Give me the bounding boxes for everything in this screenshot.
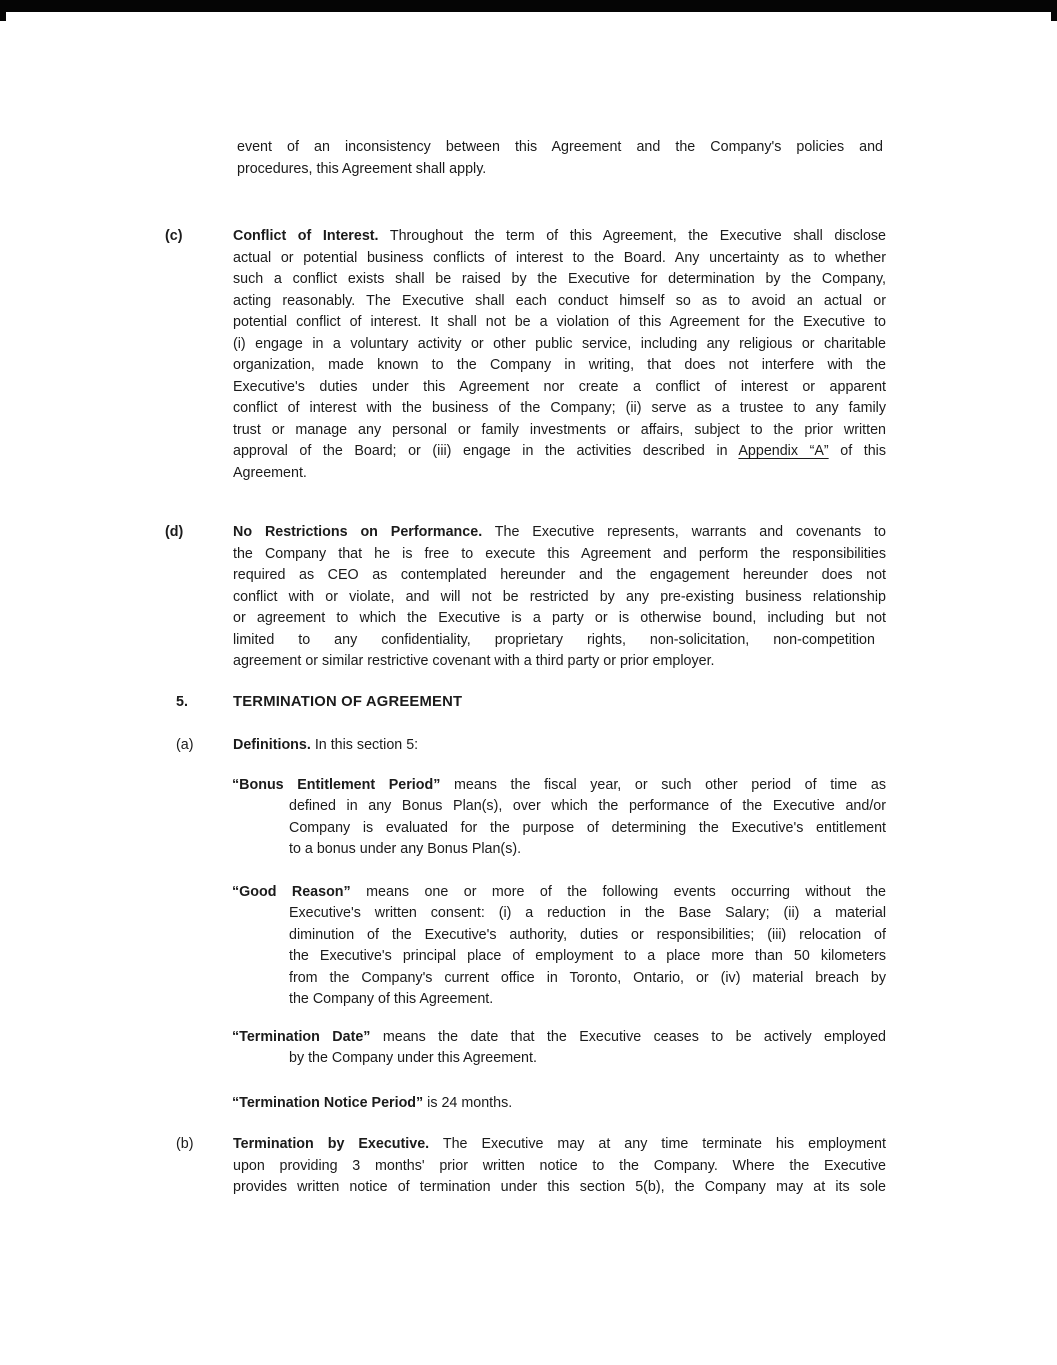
text-run: the Company of this Agreement. <box>289 991 494 1007</box>
text-line-runs <box>233 422 886 438</box>
clause-label: (a) <box>176 737 194 753</box>
section-heading <box>176 692 886 714</box>
text-line-runs <box>233 400 886 416</box>
text-run: acting reasonably. The Executive shall each conduct himself so as to avoid an actual or <box>233 292 886 309</box>
text-line-runs <box>232 884 886 900</box>
clause-paragraph <box>165 226 886 484</box>
text-run: Company is evaluated for the purpose of determining the Executive's entitlement <box>289 819 886 836</box>
text-line-runs <box>233 228 886 244</box>
text-run: actual or potential business conflicts of interest to the Board. Any uncertainty as to whether <box>233 249 886 266</box>
text-line-runs <box>232 1095 512 1111</box>
clause-paragraph <box>176 1134 886 1199</box>
text-line <box>232 1093 886 1115</box>
text-line <box>237 159 883 181</box>
text-line-runs <box>233 465 307 481</box>
text-run: Throughout the term of this Agreement, the Executive shall disclose <box>378 228 886 244</box>
text-line-runs <box>233 357 886 373</box>
text-run: conflict of interest with the business of the Company; (ii) serve as a trustee to any family <box>233 400 886 416</box>
text-line <box>289 1048 886 1070</box>
text-line-runs <box>289 1050 537 1066</box>
text-line-runs <box>237 139 883 155</box>
text-line-runs <box>233 250 886 266</box>
text-run: organization, made known to the Company in writing, that does not interfere with the <box>233 357 886 373</box>
text-line <box>289 968 886 990</box>
text-run: to a bonus under any Bonus Plan(s). <box>289 841 522 857</box>
text-run: provides written notice of termination under this section 5(b), the Company may at its sole <box>233 1179 886 1195</box>
text-line-runs <box>233 589 886 605</box>
text-line <box>289 818 886 840</box>
text-run: or agreement to which the Executive is a party or is otherwise bound, including but not <box>233 610 886 626</box>
text-line-runs <box>289 927 886 943</box>
text-run: The Executive may at any time terminate his employment <box>429 1136 886 1152</box>
text-run: agreement or similar restrictive covenant with a third party or prior employer. <box>233 653 715 669</box>
text-line-runs <box>289 905 886 921</box>
bold-run: “Termination Date” <box>232 1028 371 1045</box>
text-line-runs <box>233 1179 886 1195</box>
text-run: by the Company under this Agreement. <box>289 1050 537 1066</box>
text-line-runs <box>289 948 886 964</box>
definition-paragraph <box>232 1027 886 1070</box>
text-run: means the date that the Executive ceases to be actively employed <box>370 1028 886 1045</box>
scan-artifact-top-bar <box>0 0 1057 12</box>
text-line <box>233 463 886 485</box>
clause-paragraph <box>165 522 886 673</box>
text-line <box>233 420 886 442</box>
text-line <box>233 1156 886 1178</box>
text-run: approval of the Board; or (iii) engage in the activities described in <box>233 443 739 459</box>
text-line <box>232 1027 886 1049</box>
text-line <box>289 796 886 818</box>
text-run: In this section 5: <box>310 737 419 753</box>
text-line <box>233 441 886 463</box>
text-run: diminution of the Executive's authority, duties or responsibilities; (iii) relocation of <box>289 926 886 943</box>
text-line <box>289 903 886 925</box>
text-run: is 24 months. <box>423 1094 513 1111</box>
text-line <box>289 839 886 861</box>
clause-label: (c) <box>165 228 183 244</box>
bold-run: “Bonus Entitlement Period” <box>232 776 441 793</box>
bold-run: No Restrictions on Performance. <box>233 524 483 540</box>
text-run: required as CEO as contemplated hereunder and the engagement hereunder does not <box>233 567 886 583</box>
text-line-runs <box>289 841 521 857</box>
text-line <box>233 291 886 313</box>
text-line <box>289 946 886 968</box>
bold-run: Termination by Executive. <box>233 1136 430 1152</box>
text-run: procedures, this Agreement shall apply. <box>237 160 487 177</box>
text-line <box>233 312 886 334</box>
clause-paragraph <box>176 735 886 757</box>
text-line-runs <box>233 694 462 710</box>
scan-artifact-right-nub <box>1051 12 1057 21</box>
text-line-runs <box>233 1158 886 1174</box>
text-run: trust or manage any personal or family investments or affairs, subject to the prior written <box>233 421 886 438</box>
text-line <box>233 608 886 630</box>
scan-artifact-left-nub <box>0 12 6 21</box>
text-run: such a conflict exists shall be raised by the Executive for determination by the Company, <box>233 271 886 287</box>
text-line-runs <box>237 161 486 177</box>
text-line <box>233 735 886 757</box>
text-line <box>233 565 886 587</box>
text-line-runs <box>233 293 886 309</box>
clause-label: (d) <box>165 524 184 540</box>
text-line <box>233 522 886 544</box>
text-line <box>233 226 886 248</box>
clause-label: 5. <box>176 693 188 710</box>
text-run: conflict with or violate, and will not be restricted by any pre-existing business relationship <box>233 588 886 605</box>
text-run: limited to any confidentiality, proprietary rights, non-solicitation, non-competition <box>233 631 875 648</box>
text-line <box>233 630 886 652</box>
text-line <box>233 1134 886 1156</box>
text-line <box>233 544 886 566</box>
text-run: of this <box>828 443 886 459</box>
text-run: Executive's duties under this Agreement nor create a conflict of interest or apparent <box>233 378 886 395</box>
text-line-runs <box>233 271 886 287</box>
text-line <box>233 1177 886 1199</box>
text-line <box>233 269 886 291</box>
text-run: the Executive's principal place of employment to a place more than 50 kilometers <box>289 948 886 964</box>
text-line <box>233 377 886 399</box>
bold-run: TERMINATION OF AGREEMENT <box>233 693 463 710</box>
text-run: (i) engage in a voluntary activity or other public service, including any religious or charitable <box>233 335 886 352</box>
bold-run: “Good Reason” <box>232 883 351 900</box>
text-run: event of an inconsistency between this Agreement and the Company's policies and <box>237 139 883 155</box>
text-line <box>233 355 886 377</box>
text-line-runs <box>233 1136 886 1152</box>
text-line <box>233 334 886 356</box>
definition-paragraph <box>232 882 886 1011</box>
text-line-runs <box>233 610 886 626</box>
paragraph-intro <box>237 137 883 180</box>
text-run: The Executive represents, warrants and covenants to <box>482 524 886 540</box>
text-line <box>289 989 886 1011</box>
text-line-runs <box>233 524 886 540</box>
text-line-runs <box>289 820 886 836</box>
text-line-runs <box>289 798 886 814</box>
text-run: Agreement. <box>233 464 307 481</box>
text-line <box>232 882 886 904</box>
text-run: means the fiscal year, or such other period of time as <box>440 776 886 793</box>
text-line-runs <box>233 443 886 459</box>
text-line <box>237 137 883 159</box>
text-line-runs <box>233 314 886 330</box>
text-run: from the Company's current office in Toronto, Ontario, or (iv) material breach by <box>289 969 886 986</box>
text-line-runs <box>233 653 715 669</box>
document-body <box>0 137 1057 1199</box>
text-line <box>233 587 886 609</box>
text-run: the Company that he is free to execute this Agreement and perform the responsibilities <box>233 545 886 562</box>
text-line-runs <box>232 1029 886 1045</box>
text-line <box>233 398 886 420</box>
clause-label: (b) <box>176 1136 194 1152</box>
bold-run: Definitions. <box>233 737 311 753</box>
text-run: means one or more of the following events occurring without the <box>350 883 886 900</box>
text-run: Executive's written consent: (i) a reduction in the Base Salary; (ii) a material <box>289 905 886 921</box>
definition-paragraph <box>232 775 886 861</box>
text-run: potential conflict of interest. It shall not be a violation of this Agreement for the Executive to <box>233 314 886 330</box>
text-line-runs <box>233 336 886 352</box>
text-line-runs <box>233 379 886 395</box>
text-line-runs <box>233 546 886 562</box>
definition-paragraph <box>232 1093 886 1115</box>
text-run: defined in any Bonus Plan(s), over which the performance of the Executive and/or <box>289 798 886 814</box>
text-line-runs <box>233 567 886 583</box>
text-line <box>233 692 886 714</box>
text-line-runs <box>289 970 886 986</box>
text-line-runs <box>233 632 875 648</box>
text-line <box>232 775 886 797</box>
underlined-run: Appendix “A” <box>738 443 829 459</box>
text-line <box>233 248 886 270</box>
text-line <box>289 925 886 947</box>
bold-run: Conflict of Interest. <box>233 228 379 244</box>
text-line-runs <box>289 991 493 1007</box>
text-line-runs <box>232 777 886 793</box>
text-line <box>233 651 886 673</box>
text-line-runs <box>233 737 418 753</box>
bold-run: “Termination Notice Period” <box>232 1094 424 1111</box>
text-run: upon providing 3 months' prior written notice to the Company. Where the Executive <box>233 1157 886 1174</box>
